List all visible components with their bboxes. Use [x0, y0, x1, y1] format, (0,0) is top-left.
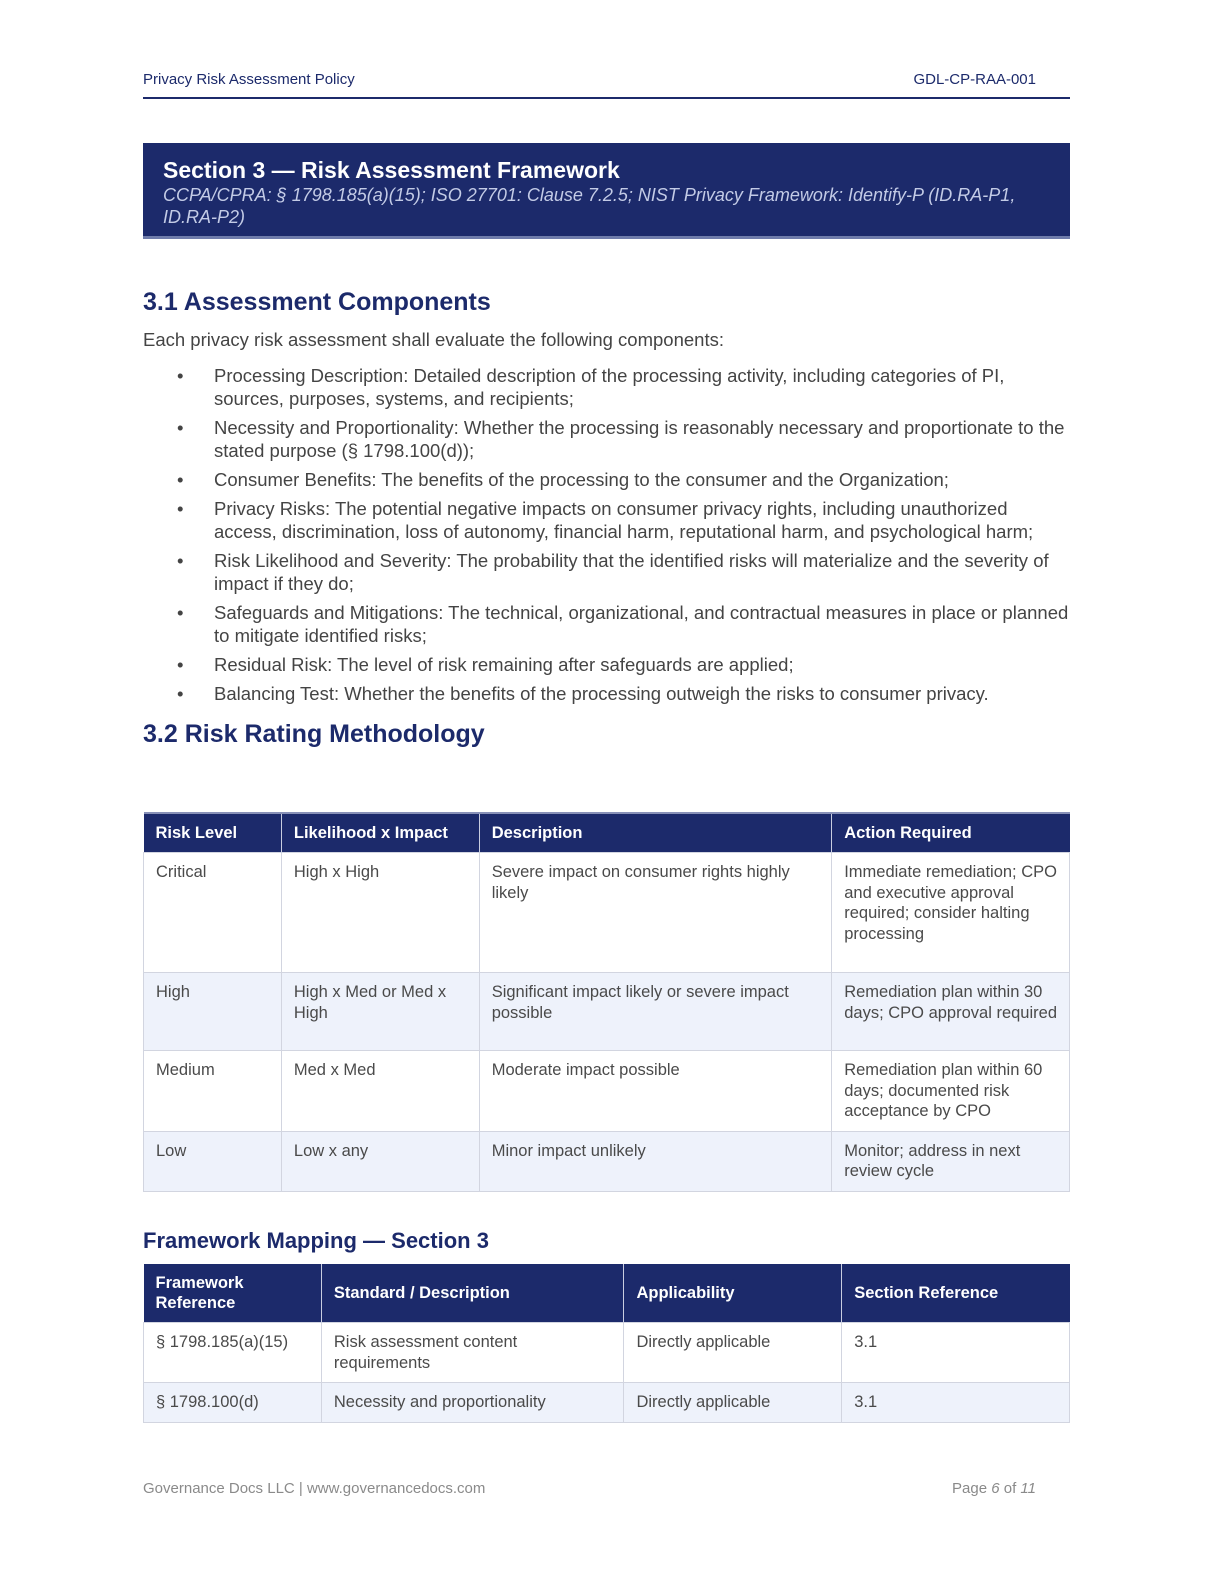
- table-cell: Directly applicable: [624, 1383, 842, 1423]
- table-cell: Remediation plan within 30 days; CPO approval required: [832, 973, 1070, 1051]
- bullet-icon: •: [177, 654, 184, 675]
- table-cell: § 1798.185(a)(15): [144, 1323, 322, 1383]
- bullet-icon: •: [177, 550, 184, 571]
- table-cell: Low x any: [281, 1131, 479, 1191]
- table-cell: 3.1: [842, 1323, 1070, 1383]
- document-id: GDL-CP-RAA-001: [913, 71, 1036, 88]
- table-cell: High x Med or Med x High: [281, 973, 479, 1051]
- current-page: 6: [991, 1480, 1000, 1497]
- table-row: [144, 1383, 1070, 1423]
- page-number: Page 6 of 11: [952, 1480, 1036, 1497]
- list-item: • Privacy Risks: The potential negative impacts on consumer privacy rights, including unauthorized access, discrimination, loss of autonomy, financial harm, reputational harm, and psychological harm;: [177, 498, 1034, 542]
- bullet-icon: •: [177, 498, 184, 519]
- section-framework-refs: CCPA/CPRA: § 1798.185(a)(15); ISO 27701: Clause 7.2.5; NIST Privacy Framework: Identify-P (ID.RA-P1, ID.RA-P2): [163, 185, 1016, 227]
- table-cell: Directly applicable: [624, 1323, 842, 1383]
- bullet-icon: •: [177, 365, 184, 386]
- column-header: Description: [479, 813, 832, 853]
- table-header-row: [144, 1264, 1070, 1323]
- document-title: Privacy Risk Assessment Policy: [143, 71, 355, 88]
- table-cell: High x High: [281, 853, 479, 973]
- list-item: • Consumer Benefits: The benefits of the processing to the consumer and the Organization;: [177, 469, 949, 490]
- list-item: • Necessity and Proportionality: Whether the processing is reasonably necessary and proportionate to the stated purpose (§ 1798.100(d));: [177, 417, 1065, 461]
- table-row: [144, 1131, 1070, 1191]
- section-banner: [143, 143, 1070, 239]
- table-row: [144, 1051, 1070, 1132]
- table-cell: Med x Med: [281, 1051, 479, 1132]
- table-cell: Critical: [144, 853, 282, 973]
- table-cell: High: [144, 973, 282, 1051]
- heading-3-1: 3.1 Assessment Components: [143, 288, 491, 316]
- list-item: • Safeguards and Mitigations: The technical, organizational, and contractual measures in place or planned to mitigate identified risks;: [177, 602, 1069, 646]
- risk-rating-table: [143, 812, 1070, 1192]
- table-cell: § 1798.100(d): [144, 1383, 322, 1423]
- bullet-icon: •: [177, 417, 184, 438]
- column-header: Framework Reference: [144, 1264, 322, 1323]
- list-item: • Residual Risk: The level of risk remaining after safeguards are applied;: [177, 654, 794, 675]
- section-title: Section 3 — Risk Assessment Framework: [163, 157, 620, 183]
- bullet-icon: •: [177, 469, 184, 490]
- table-cell: Moderate impact possible: [479, 1051, 832, 1132]
- table-cell: Necessity and proportionality: [321, 1383, 624, 1423]
- column-header: Applicability: [624, 1264, 842, 1323]
- column-header: Risk Level: [144, 813, 282, 853]
- table-row: [144, 973, 1070, 1051]
- column-header: Likelihood x Impact: [281, 813, 479, 853]
- bullet-icon: •: [177, 683, 184, 704]
- table-header-row: [144, 813, 1070, 853]
- table-cell: Monitor; address in next review cycle: [832, 1131, 1070, 1191]
- footer-company: Governance Docs LLC | www.governancedocs.com: [143, 1480, 486, 1497]
- list-item: • Risk Likelihood and Severity: The probability that the identified risks will materialize and the severity of impact if they do;: [177, 550, 1049, 594]
- intro-paragraph: Each privacy risk assessment shall evaluate the following components:: [143, 329, 724, 350]
- running-header: [143, 70, 1070, 99]
- column-header: Standard / Description: [321, 1264, 624, 1323]
- table-cell: Significant impact likely or severe impact possible: [479, 973, 832, 1051]
- table-cell: Remediation plan within 60 days; documented risk acceptance by CPO: [832, 1051, 1070, 1132]
- heading-3-2: 3.2 Risk Rating Methodology: [143, 720, 485, 748]
- list-item: • Balancing Test: Whether the benefits of the processing outweigh the risks to consumer privacy.: [177, 683, 989, 704]
- table-row: [144, 853, 1070, 973]
- total-pages: 11: [1020, 1480, 1036, 1497]
- heading-framework-mapping: Framework Mapping — Section 3: [143, 1228, 489, 1253]
- bullet-icon: •: [177, 602, 184, 623]
- framework-mapping-table: [143, 1264, 1070, 1423]
- components-list: [143, 364, 1070, 711]
- table-cell: Risk assessment content requirements: [321, 1323, 624, 1383]
- column-header: Action Required: [832, 813, 1070, 853]
- table-row: [144, 1323, 1070, 1383]
- table-cell: Low: [144, 1131, 282, 1191]
- list-item: • Processing Description: Detailed description of the processing activity, including categories of PI, sources, purposes, systems, and recipients;: [177, 365, 1005, 409]
- table-cell: 3.1: [842, 1383, 1070, 1423]
- table-cell: Minor impact unlikely: [479, 1131, 832, 1191]
- table-cell: Severe impact on consumer rights highly likely: [479, 853, 832, 973]
- table-cell: Immediate remediation; CPO and executive approval required; consider halting processing: [832, 853, 1070, 973]
- table-cell: Medium: [144, 1051, 282, 1132]
- column-header: Section Reference: [842, 1264, 1070, 1323]
